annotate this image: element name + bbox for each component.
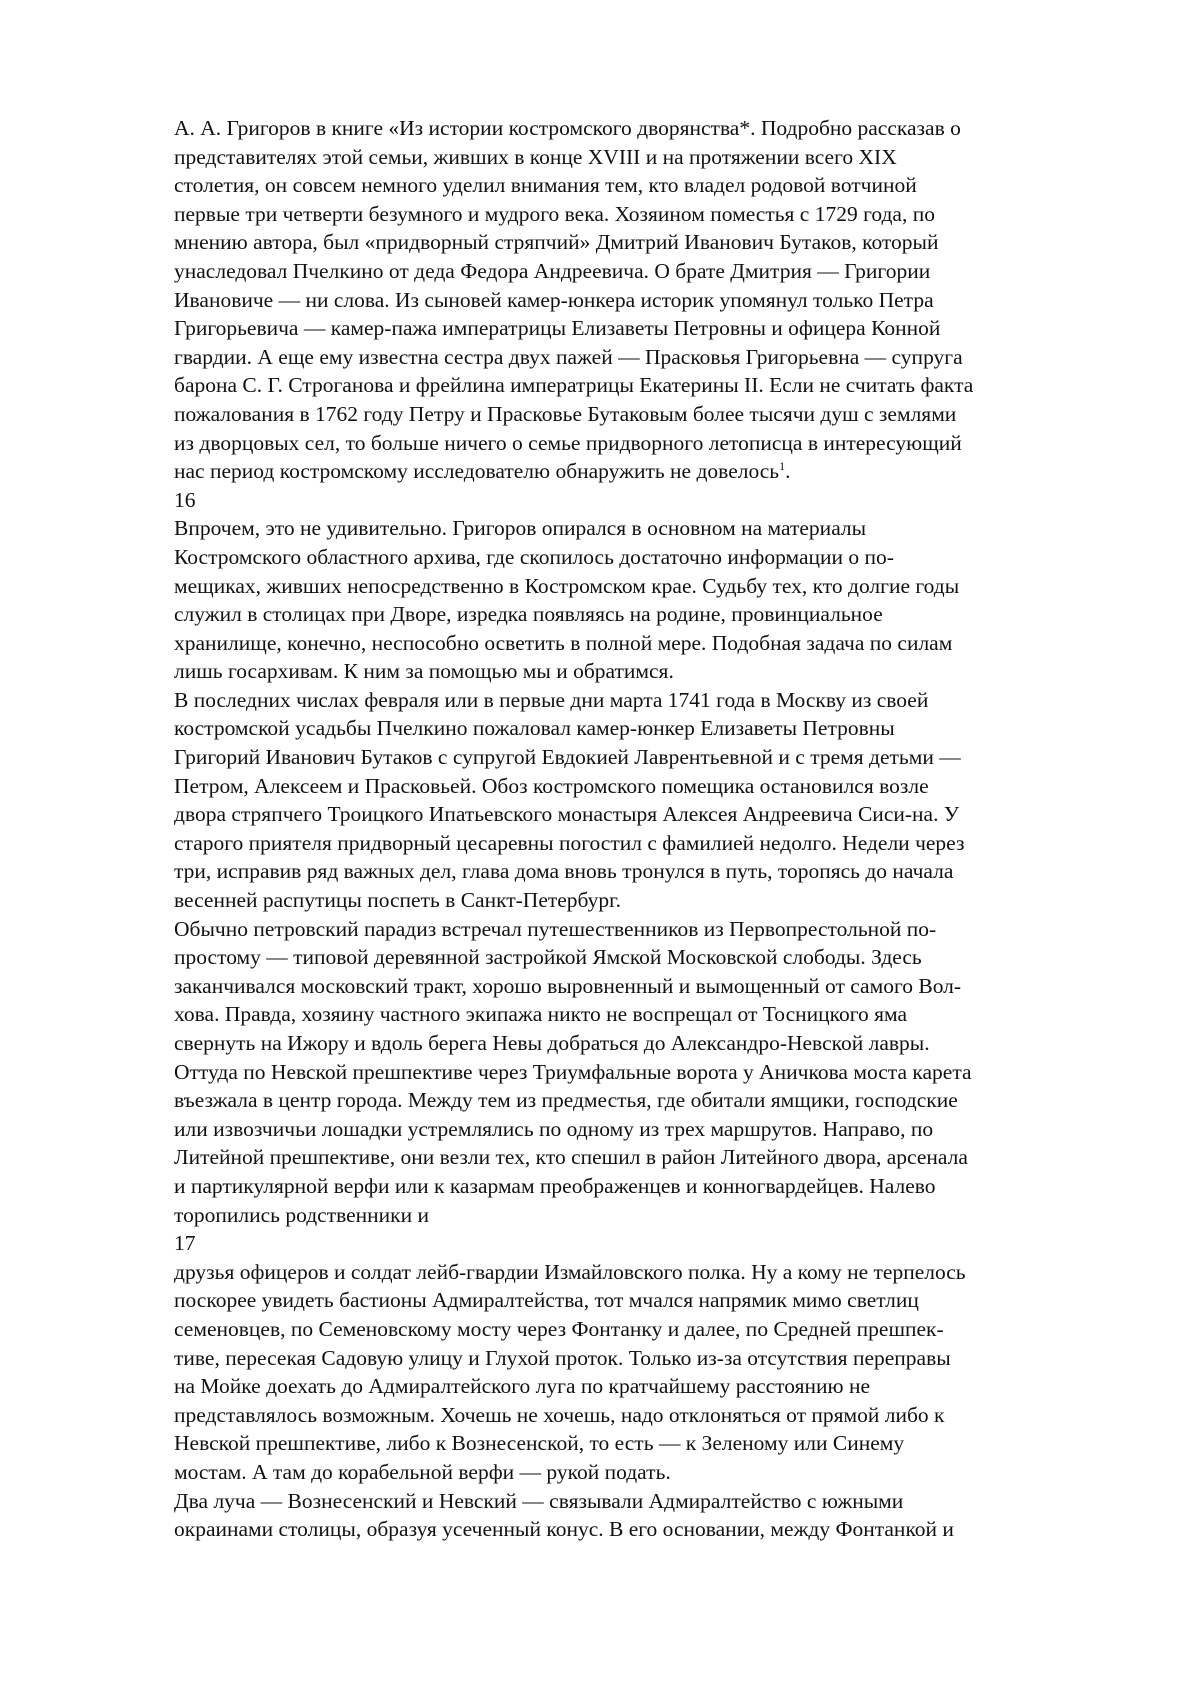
page-number: 17 bbox=[174, 1229, 1134, 1258]
text-line: три, исправив ряд важных дел, глава дома вновь тронулся в путь, торопясь до начала bbox=[174, 857, 1134, 886]
text-line: семеновцев, по Семеновскому мосту через Фонтанку и далее, по Средней прешпек- bbox=[174, 1315, 1134, 1344]
page-number: 16 bbox=[174, 486, 1134, 515]
text-line: служил в столицах при Дворе, изредка появляясь на родине, провинциальное bbox=[174, 600, 1134, 629]
text-line: гвардии. А еще ему известна сестра двух пажей — Прасковья Григорьевна — супруга bbox=[174, 343, 1134, 372]
text-line: торопились родственники и bbox=[174, 1201, 1134, 1230]
text-line: Ивановиче — ни слова. Из сыновей камер-юнкера историк упомянул только Петра bbox=[174, 286, 1134, 315]
text-line: на Мойке доехать до Адмиралтейского луга по кратчайшему расстоянию не bbox=[174, 1372, 1134, 1401]
text-line: Два луча — Вознесенский и Невский — связывали Адмиралтейство с южными bbox=[174, 1487, 1134, 1516]
text-line: Впрочем, это не удивительно. Григоров опирался в основном на материалы bbox=[174, 514, 1134, 543]
text-line: представителях этой семьи, живших в конце XVIII и на протяжении всего XIX bbox=[174, 143, 1134, 172]
text-line: двора стряпчего Троицкого Ипатьевского монастыря Алексея Андреевича Сиси-на. У bbox=[174, 800, 1134, 829]
text-line: старого приятеля придворный цесаревны погостил с фамилией недолго. Недели через bbox=[174, 829, 1134, 858]
text-line: В последних числах февраля или в первые дни марта 1741 года в Москву из своей bbox=[174, 686, 1134, 715]
text-line: А. А. Григоров в книге «Из истории костромского дворянства*. Подробно рассказав о bbox=[174, 114, 1134, 143]
text-line: заканчивался московский тракт, хорошо выровненный и вымощенный от самого Вол- bbox=[174, 972, 1134, 1001]
text-line: Литейной прешпективе, они везли тех, кто спешил в район Литейного двора, арсенала bbox=[174, 1143, 1134, 1172]
text-line: окраинами столицы, образуя усеченный конус. В его основании, между Фонтанкой и bbox=[174, 1515, 1134, 1544]
text-line: мнению автора, был «придворный стряпчий» Дмитрий Иванович Бутаков, который bbox=[174, 228, 1134, 257]
text-line: Оттуда по Невской прешпективе через Триумфальные ворота у Аничкова моста карета bbox=[174, 1058, 1134, 1087]
text-line: Григорьевича — камер-пажа императрицы Елизаветы Петровны и офицера Конной bbox=[174, 314, 1134, 343]
text-block-c bbox=[174, 1258, 1134, 1544]
text-line: столетия, он совсем немного уделил внимания тем, кто владел родовой вотчиной bbox=[174, 171, 1134, 200]
text-line: или извозчичьи лошадки устремлялись по одному из трех маршрутов. Направо, по bbox=[174, 1115, 1134, 1144]
text-line: хова. Правда, хозяину частного экипажа никто не воспрещал от Тосницкого яма bbox=[174, 1000, 1134, 1029]
text-line: и партикулярной верфи или к казармам преображенцев и конногвардейцев. Налево bbox=[174, 1172, 1134, 1201]
text-line: хранилище, конечно, неспособно осветить в полной мере. Подобная задача по силам bbox=[174, 629, 1134, 658]
text-line-content: нас период костромскому исследователю обнаружить не довелось bbox=[174, 459, 779, 483]
text-line: из дворцовых сел, то больше ничего о семье придворного летописца в интересующий bbox=[174, 429, 1134, 458]
text-line bbox=[174, 457, 1134, 486]
text-line: тиве, пересекая Садовую улицу и Глухой проток. Только из-за отсутствия переправы bbox=[174, 1344, 1134, 1373]
text-line: друзья офицеров и солдат лейб-гвардии Измайловского полка. Ну а кому не терпелось bbox=[174, 1258, 1134, 1287]
text-line-end: . bbox=[785, 459, 790, 483]
text-line: въезжала в центр города. Между тем из предместья, где обитали ямщики, господские bbox=[174, 1086, 1134, 1115]
text-line: представлялось возможным. Хочешь не хочешь, надо отклоняться от прямой либо к bbox=[174, 1401, 1134, 1430]
text-line: мещиках, живших непосредственно в Костромском крае. Судьбу тех, кто долгие годы bbox=[174, 572, 1134, 601]
text-line: поскорее увидеть бастионы Адмиралтейства, тот мчался напрямик мимо светлиц bbox=[174, 1286, 1134, 1315]
text-line: унаследовал Пчелкино от деда Федора Андреевича. О брате Дмитрия — Григории bbox=[174, 257, 1134, 286]
text-line: пожалования в 1762 году Петру и Прасковье Бутаковым более тысячи душ с землями bbox=[174, 400, 1134, 429]
text-line: Невской прешпективе, либо к Вознесенской, то есть — к Зеленому или Синему bbox=[174, 1429, 1134, 1458]
text-line: простому — типовой деревянной застройкой Ямской Московской слободы. Здесь bbox=[174, 943, 1134, 972]
text-line: свернуть на Ижору и вдоль берега Невы добраться до Александро-Невской лавры. bbox=[174, 1029, 1134, 1058]
text-line: Костромского областного архива, где скопилось достаточно информации о по- bbox=[174, 543, 1134, 572]
text-line: первые три четверти безумного и мудрого века. Хозяином поместья с 1729 года, по bbox=[174, 200, 1134, 229]
text-line: мостам. А там до корабельной верфи — рукой подать. bbox=[174, 1458, 1134, 1487]
text-line: Григорий Иванович Бутаков с супругой Евдокией Лаврентьевной и с тремя детьми — bbox=[174, 743, 1134, 772]
text-block-a bbox=[174, 114, 1134, 457]
text-line: костромской усадьбы Пчелкино пожаловал камер-юнкер Елизаветы Петровны bbox=[174, 714, 1134, 743]
text-line: весенней распутицы поспеть в Санкт-Петербург. bbox=[174, 886, 1134, 915]
text-line: Обычно петровский парадиз встречал путешественников из Первопрестольной по- bbox=[174, 915, 1134, 944]
footnote-marker[interactable]: 1 bbox=[779, 459, 785, 473]
document-page bbox=[174, 114, 1134, 1544]
text-line: барона С. Г. Строганова и фрейлина императрицы Екатерины II. Если не считать факта bbox=[174, 371, 1134, 400]
text-line: лишь госархивам. К ним за помощью мы и обратимся. bbox=[174, 657, 1134, 686]
text-line: Петром, Алексеем и Прасковьей. Обоз костромского помещика остановился возле bbox=[174, 772, 1134, 801]
text-block-b bbox=[174, 514, 1134, 1229]
